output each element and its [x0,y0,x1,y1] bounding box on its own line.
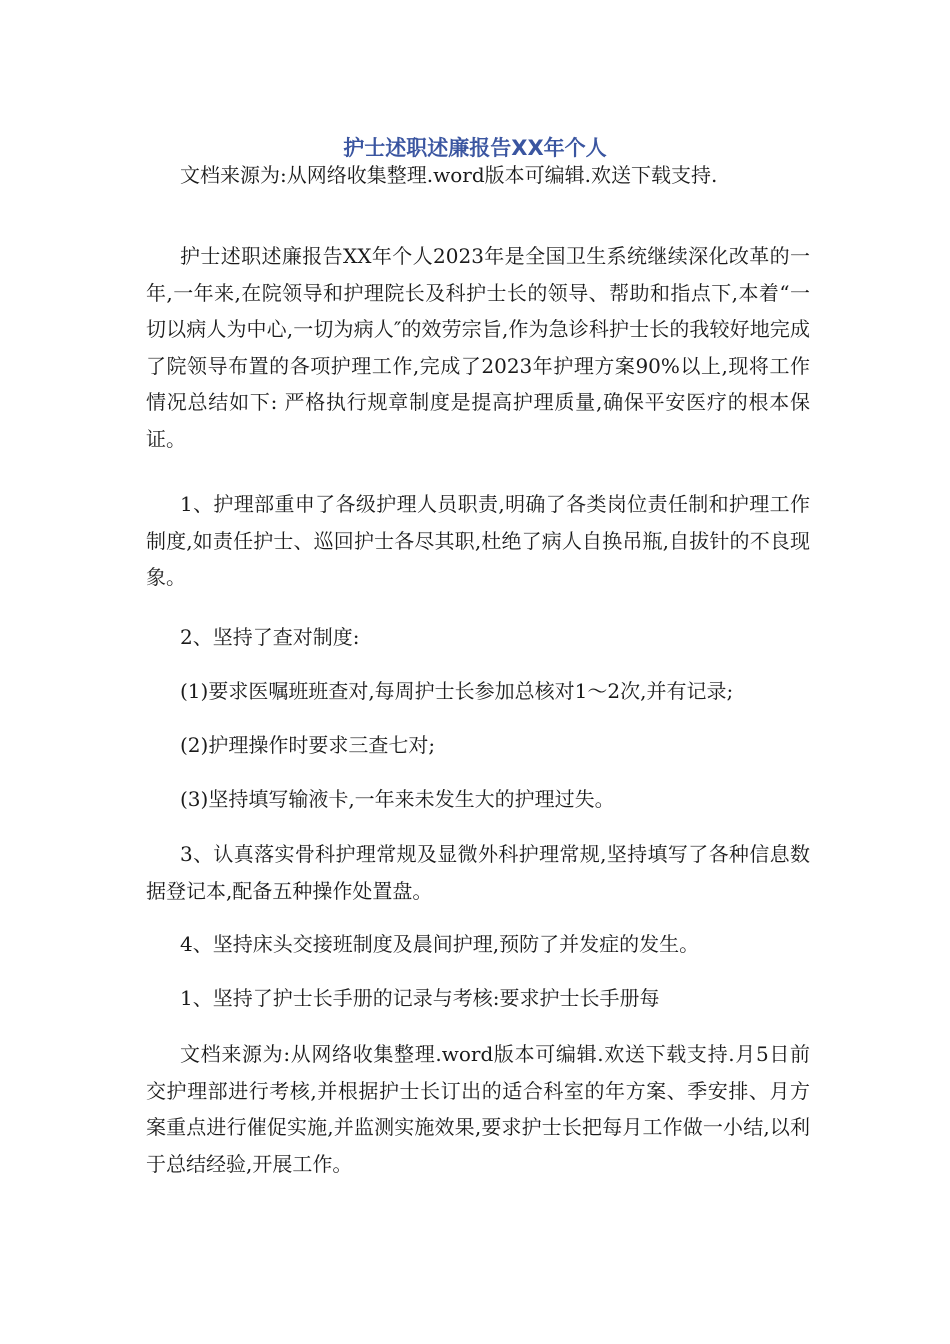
item-4-paragraph: 4、坚持床头交接班制度及晨间护理,预防了并发症的发生。 [180,932,700,956]
source-note-continued-paragraph: 文档来源为:从网络收集整理.word版本可编辑.欢送下载支持.月5日前交护理部进行考核,并根据护士长订出的适合科室的年方案、季安排、月方案重点进行催促实施,并监测实施效果,要求护士长把每月工作做一小结,以利于总结经验,开展工作。 [146,1042,810,1176]
document-title: 护士述职述廉报告XX年个人 [343,136,607,160]
item-3-paragraph: 3、认真落实骨科护理常规及显微外科护理常规,坚持填写了各种信息数据登记本,配备五种操作处置盘。 [146,842,810,903]
sub-item-1-paragraph: (1)要求医嘱班班查对,每周护士长参加总核对1～2次,并有记录; [180,679,734,703]
sub-item-2-paragraph: (2)护理操作时要求三查七对; [180,733,436,757]
item-1-paragraph: 1、护理部重申了各级护理人员职责,明确了各类岗位责任制和护理工作制度,如责任护士、巡回护士各尽其职,杜绝了病人自换吊瓶,自拔针的不良现象。 [146,492,810,589]
sub-item-3-paragraph: (3)坚持填写输液卡,一年来未发生大的护理过失。 [180,787,615,811]
intro-paragraph: 护士述职述廉报告XX年个人2023年是全国卫生系统继续深化改革的一年,一年来,在院领导和护理院长及科护士长的领导、帮助和指点下,本着“一切以病人为中心,一切为病人″的效劳宗旨,作为急诊科护士长的我较好地完成了院领导布置的各项护理工作,完成了2023年护理方案90%以上,现将工作情况总结如下: 严格执行规章制度是提高护理质量,确保平安医疗的根本保证。 [146,244,810,451]
source-note: 文档来源为:从网络收集整理.word版本可编辑.欢送下载支持. [180,163,718,187]
item-1b-paragraph: 1、坚持了护士长手册的记录与考核:要求护士长手册每 [180,986,660,1010]
item-2-paragraph: 2、坚持了查对制度: [180,625,360,649]
